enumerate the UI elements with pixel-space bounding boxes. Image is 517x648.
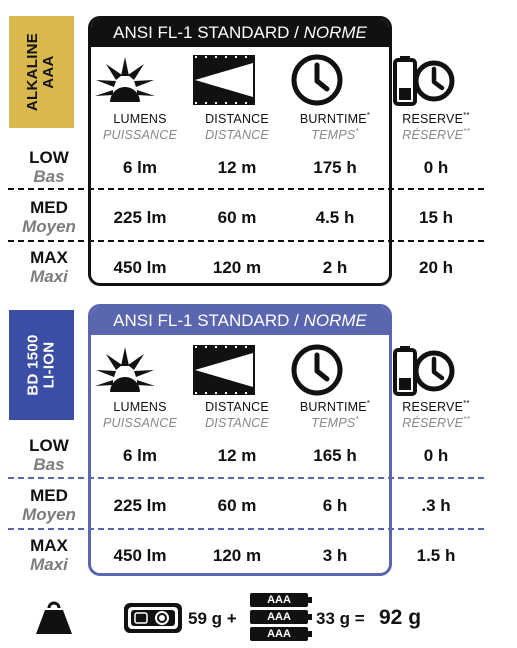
burntime-label-fr: TEMPS <box>311 128 356 142</box>
clock-icon <box>289 342 345 398</box>
reserve-mark: ** <box>463 399 470 408</box>
reserve-header <box>390 400 482 414</box>
row-label-fr: Bas <box>33 455 65 474</box>
burntime-mark: * <box>366 111 371 120</box>
cell-distance: 60 m <box>217 208 257 227</box>
burntime-mark-fr: * <box>355 415 359 424</box>
row-label-en: MAX <box>30 248 68 267</box>
title-en: ANSI FL-1 STANDARD <box>113 311 290 330</box>
alkaline-tab <box>9 16 74 128</box>
cell-lumens: 450 lm <box>113 258 167 277</box>
alkaline-title <box>91 19 389 47</box>
total-weight: 92 g <box>379 606 422 629</box>
li-ion-title <box>91 307 389 335</box>
battery-pack-icon <box>122 601 184 640</box>
row-label-max <box>8 248 90 286</box>
row-label-fr: Moyen <box>22 505 76 524</box>
device-weight: 59 g + <box>188 609 237 628</box>
title-en: ANSI FL-1 STANDARD <box>113 23 290 42</box>
alkaline-tab-line2: AAA <box>40 55 58 89</box>
row-label-low <box>8 436 90 474</box>
title-sep: / <box>289 23 304 42</box>
row-label-en: LOW <box>29 148 69 167</box>
reserve-mark-fr: ** <box>463 415 470 424</box>
burntime-label: BURNTIME <box>299 400 367 414</box>
row-label-max <box>8 536 90 574</box>
cell-lumens: 450 lm <box>113 546 167 565</box>
battery-weight: 33 g = <box>316 609 365 628</box>
row-label-fr: Maxi <box>30 555 68 574</box>
sun-burst-icon <box>94 342 156 398</box>
beam-wedge-icon <box>191 52 257 108</box>
title-fr: NORME <box>303 311 367 330</box>
sun-burst-icon <box>94 52 156 108</box>
cell-burntime: 2 h <box>322 258 348 277</box>
lumens-header-fr: PUISSANCE <box>102 416 178 430</box>
reserve-header-fr <box>390 416 482 430</box>
title-sep: / <box>289 311 304 330</box>
alkaline-tab-line1: ALKALINE <box>24 32 42 112</box>
reserve-label: RESERVE <box>402 400 464 414</box>
burntime-label: BURNTIME <box>299 112 367 126</box>
battery-aaa-2: AAA <box>250 610 308 624</box>
cell-distance: 12 m <box>217 446 257 465</box>
lumens-header: LUMENS <box>113 112 167 126</box>
battery-clock-icon <box>390 52 456 108</box>
burntime-header <box>289 112 381 126</box>
reserve-mark: ** <box>463 111 470 120</box>
cell-reserve: 1.5 h <box>416 546 456 565</box>
row-label-en: MED <box>30 486 68 505</box>
row-label-low <box>8 148 90 186</box>
reserve-header-fr <box>390 128 482 142</box>
weight-icon <box>34 601 74 640</box>
row-label-en: MAX <box>30 536 68 555</box>
cell-burntime: 3 h <box>322 546 348 565</box>
li-ion-section <box>0 300 517 590</box>
cell-burntime: 4.5 h <box>315 208 355 227</box>
distance-header-fr: DISTANCE <box>205 416 269 430</box>
cell-reserve: 20 h <box>418 258 454 277</box>
burntime-header-fr <box>289 128 381 142</box>
row-label-med <box>8 198 90 236</box>
burntime-mark-fr: * <box>355 127 359 136</box>
row-label-med <box>8 486 90 524</box>
reserve-label-fr: RÉSERVE <box>402 128 464 142</box>
row-label-fr: Bas <box>33 167 65 186</box>
row-label-fr: Moyen <box>22 217 76 236</box>
cell-lumens: 225 lm <box>113 496 167 515</box>
cell-burntime: 6 h <box>322 496 348 515</box>
burntime-label-fr: TEMPS <box>311 416 356 430</box>
row-divider <box>8 477 484 479</box>
cell-burntime: 175 h <box>313 158 357 177</box>
clock-icon <box>289 52 345 108</box>
alkaline-section <box>0 0 517 290</box>
row-divider <box>8 528 484 530</box>
cell-reserve: .3 h <box>421 496 451 515</box>
row-label-en: MED <box>30 198 68 217</box>
cell-reserve: 0 h <box>423 446 449 465</box>
cell-distance: 60 m <box>217 496 257 515</box>
battery-clock-icon <box>390 342 456 398</box>
li-ion-tab <box>9 310 74 420</box>
cell-distance: 120 m <box>212 258 262 277</box>
row-label-en: LOW <box>29 436 69 455</box>
title-fr: NORME <box>303 23 367 42</box>
cell-lumens: 225 lm <box>113 208 167 227</box>
reserve-header <box>390 112 482 126</box>
row-label-fr: Maxi <box>30 267 68 286</box>
alkaline-tab-text <box>26 33 58 111</box>
weight-row <box>0 590 517 648</box>
cell-lumens: 6 lm <box>122 158 158 177</box>
battery-aaa-3: AAA <box>250 627 308 641</box>
reserve-label-fr: RÉSERVE <box>402 416 464 430</box>
lumens-header: LUMENS <box>113 400 167 414</box>
row-divider <box>8 240 484 242</box>
lumens-header-fr: PUISSANCE <box>102 128 178 142</box>
cell-reserve: 0 h <box>423 158 449 177</box>
cell-reserve: 15 h <box>418 208 454 227</box>
beam-wedge-icon <box>191 342 257 398</box>
cell-distance: 120 m <box>212 546 262 565</box>
li-ion-tab-line2: LI-ION <box>40 341 58 389</box>
distance-header: DISTANCE <box>205 112 269 126</box>
cell-lumens: 6 lm <box>122 446 158 465</box>
burntime-mark: * <box>366 399 371 408</box>
cell-burntime: 165 h <box>313 446 357 465</box>
distance-header: DISTANCE <box>205 400 269 414</box>
burntime-header-fr <box>289 416 381 430</box>
battery-aaa-1: AAA <box>250 593 308 607</box>
distance-header-fr: DISTANCE <box>205 128 269 142</box>
burntime-header <box>289 400 381 414</box>
cell-distance: 12 m <box>217 158 257 177</box>
li-ion-tab-text <box>26 334 58 395</box>
li-ion-tab-line1: BD 1500 <box>24 334 42 396</box>
row-divider <box>8 188 484 190</box>
reserve-label: RESERVE <box>402 112 464 126</box>
reserve-mark-fr: ** <box>463 127 470 136</box>
